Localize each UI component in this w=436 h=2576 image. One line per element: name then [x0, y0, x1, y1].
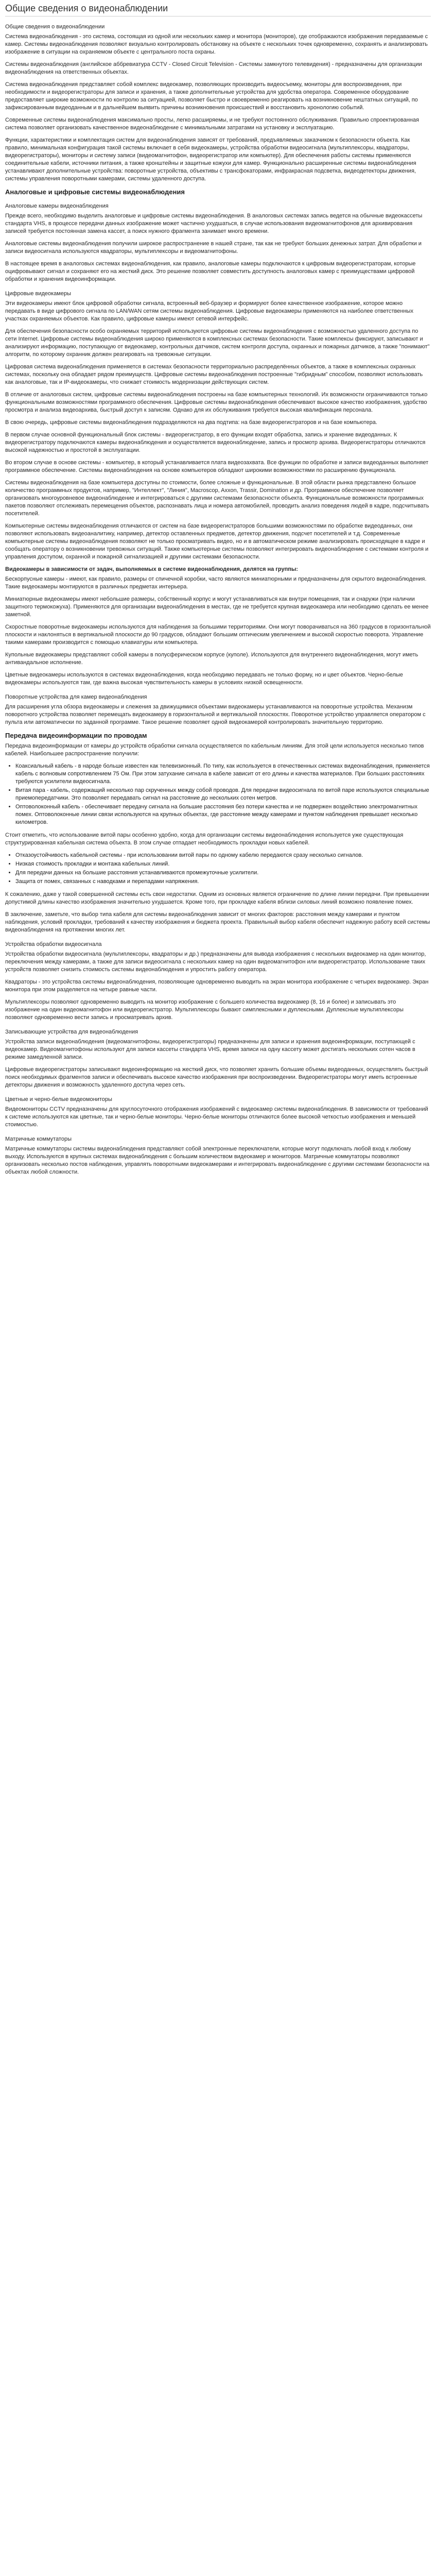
- paragraph: Функции, характеристики и комплектация систем для видеонаблюдения зависят от требований, предъявляемых заказчиком к безопасности объекта. Как правило, минимальная конфигурация такой системы включает в себя видеокамеры, устройства обработки видеосигнала (мультиплексоры, квадраторы, видеорегистраторы), мониторы и систему записи (видеомагнитофон, видеорегистратор или компьютер). Для обеспечения работы системы применяются соединительные кабели, источники питания, а также кронштейны и защитные кожухи для камер. Функционально расширенные системы видеонаблюдения устанавливают дополнительные устройства: поворотные устройства, объективы с трансфокаторами, инфракрасная подсветка, видеодетекторы движения, системы управления поворотными камерами, системы удаленного доступа.: [5, 137, 416, 182]
- paragraph: Цветные видеокамеры используются в системах видеонаблюдения, когда необходимо передавать не только форму, но и цвет объектов. Черно-белые видеокамеры используются там, где важна высокая чувствительность камеры в условиях низкой освещенности.: [5, 672, 403, 686]
- paragraph: Матричные коммутаторы системы видеонаблюдения представляют собой электронные переключатели, которые могут подключать любой вход к любому выходу. Используются в крупных системах видеонаблюдения с большим количеством видеокамер и мониторов. Матричные коммутаторы позволяют организовать несколько постов наблюдения, управлять поворотными видеокамерами и интегрировать видеонаблюдение с другими системами безопасности на объектах любой сложности.: [5, 1146, 430, 1175]
- paragraph: К сожалению, даже у такой совершенной системы есть свои недостатки. Одним из основных является ограничение по длине линии передачи. При превышении допустимой длины качество изображения значительно ухудшается. Кроме того, при прокладке кабеля вблизи силовых линий возможно появление помех.: [5, 891, 429, 905]
- paragraph: Передача видеоинформации от камеры до устройств обработки сигнала осуществляется по кабельным линиям. Для этой цели используется несколько типов кабелей. Наибольшее распространение получили:: [5, 743, 424, 757]
- paragraph: В отличие от аналоговых систем, цифровые системы видеонаблюдения построены на базе компьютерных технологий. Их возможности ограничиваются только функциональными возможностями программного обеспечения. Цифровые системы видеонаблюдения обеспечивают высокое качество изображения, удобство просмотра и анализа видеоархива, быстрый доступ к записям. Однако для их обслуживания требуется высокая квалификация персонала.: [5, 392, 428, 413]
- paragraph: В свою очередь, цифровые системы видеонаблюдения подразделяются на два подтипа: на базе видеорегистраторов и на базе компьютера.: [5, 419, 377, 426]
- paragraph: Для обеспечения безопасности особо охраняемых территорий используются цифровые системы видеонаблюдения с возможностью удаленного доступа по сети Internet. Цифровые системы видеонаблюдения широко применяются в комплексных системах безопасности. Такие комплексы фиксируют, записывают и анализируют информацию, поступающую от видеокамер, контрольных датчиков, систем контроля доступа, охранных и пожарных датчиков, а также "понимают" алгоритм, по которому охранник должен реагировать на тревожные ситуации.: [5, 328, 430, 358]
- paragraph: Системы видеонаблюдения на базе компьютера доступны по стоимости, более сложные и функциональные. В этой области рынка представлено большое количество программных продуктов, например, "Интеллект", "Линия", Macroscop, Axxon, Trassir, Domination и др. Программное обеспечение позволяет организовать многоуровневое видеонаблюдение и интегрироваться с другими системами безопасности объекта. Функциональные возможности программных пакетов позволяют отслеживать перемещения объектов, распознавать лица и номера автомобилей, проводить анализ поведения людей в кадре, подсчитывать посетителей.: [5, 480, 429, 517]
- paragraph: Для расширения угла обзора видеокамеры и слежения за движущимися объектами видеокамеры устанавливаются на поворотные устройства. Механизм поворотного устройства позволяет перемещать видеокамеру в горизонтальной и вертикальной плоскостях. Поворотное устройство управляется оператором с пульта или автоматически по заданной программе. Такое решение позволяет одной видеокамерой контролировать значительную территорию.: [5, 704, 426, 725]
- paragraph: Эти видеокамеры имеют блок цифровой обработки сигнала, встроенный веб-браузер и формируют более качественное изображение, которое можно передавать в виде цифрового сигнала по LAN/WAN сетям системы видеонаблюдения. Цифровые видеокамеры применяются на наиболее ответственных участках охраняемых объектов. Как правило, цифровые камеры имеют сетевой интерфейс.: [5, 300, 413, 322]
- section-heading: Передача видеоинформации по проводам: [5, 732, 147, 739]
- paragraph: Бескорпусные камеры - имеют, как правило, размеры от спичечной коробки, часто являются миниатюрными и предназначены для скрытого видеонаблюдения. Такие видеокамеры монтируются в различных предметах интерьера.: [5, 576, 427, 590]
- page: [0, 0, 436, 1191]
- paragraph: Купольные видеокамеры представляют собой камеры в полусферическом корпусе (куполе). Используются для внутреннего видеонаблюдения, могут иметь антивандальное исполнение.: [5, 652, 418, 666]
- paragraph: Видеомониторы CCTV предназначены для круглосуточного отображения изображений с видеокамер системы видеонаблюдения. В зависимости от требований к системе используются как цветные, так и черно-белые мониторы. Черно-белые мониторы отличаются более высокой четкостью изображения и меньшей стоимостью.: [5, 1106, 428, 1128]
- list-item: • Низкая стоимость прокладки и монтажа кабельных линий.: [15, 860, 431, 868]
- subsection-heading: Устройства обработки видеосигнала: [5, 941, 102, 947]
- paragraph: Мультиплексоры позволяют одновременно выводить на монитор изображение с большего количества видеокамер (8, 16 и более) и записывать это изображение на один видеомагнитофон или видеорегистратор. Мультиплексоры бывают симплексными и дуплексными. Дуплексные мультиплексоры позволяют одновременно вести запись и просматривать архив.: [5, 999, 404, 1021]
- paragraph: Прежде всего, необходимо выделить аналоговые и цифровые системы видеонаблюдения. В аналоговых системах запись ведется на обычные видеокассеты стандарта VHS, в процессе передачи данных изображение может частично ухудшаться, в случае использования видеомагнитофонов для архивирования записей требуется постоянная замена кассет, а поиск нужного фрагмента занимает много времени.: [5, 213, 423, 234]
- section-heading: Аналоговые и цифровые системы видеонаблюдения: [5, 188, 185, 196]
- paragraph: Скоростные поворотные видеокамеры используются для наблюдения за большими территориями. Они могут поворачиваться на 360 градусов в горизонтальной плоскости и наклоняться в вертикальной плоскости до 90 градусов, обладают большим оптическим увеличением и высокой скоростью поворота. Управление такими камерами производится с помощью клавиатуры или компьютера.: [5, 624, 431, 646]
- paragraph: Современные системы видеонаблюдения максимально просты, легко расширяемы, и не требуют постоянного обслуживания. Правильно спроектированная система позволяет организовать качественное видеонаблюдение с минимальными затратами на установку и эксплуатацию.: [5, 117, 419, 131]
- list-item: • Оптоволоконный кабель - обеспечивает передачу сигнала на большие расстояния без потери качества и не подвержен воздействию электромагнитных помех. Оптоволоконные линии связи используются на крупных объектах, где расстояние между камерами и пунктом наблюдения превышает несколько километров.: [15, 803, 431, 826]
- list-item: • Коаксиальный кабель - в народе больше известен как телевизионный. По типу, как используется в отечественных системах видеонаблюдения, применяется кабель с волновым сопротивлением 75 Ом. При этом затухание сигнала в кабеле зависит от его длины и качества материалов. При больших расстояниях требуются усилители видеосигнала.: [15, 762, 431, 786]
- list-item: • Для передачи данных на большие расстояния устанавливаются промежуточные усилители.: [15, 869, 431, 877]
- group-heading: Видеокамеры в зависимости от задач, выполняемых в системе видеонаблюдения, делятся на группы:: [5, 566, 298, 572]
- paragraph: Системы видеонаблюдения (английское аббревиатура CCTV - Closed Circuit Television - Системы замкнутого телевидения) - предназначены для организации видеонаблюдения на ответственных объектах.: [5, 61, 422, 75]
- list-item: • Витая пара - кабель, содержащий несколько пар скрученных между собой проводов. Для передачи видеосигнала по витой паре используются специальные приемопередатчики. Это позволяет передавать сигнал на расстояние до нескольких сотен метров.: [15, 787, 431, 802]
- paragraph: Устройства обработки видеосигнала (мультиплексоры, квадраторы и др.) предназначены для вывода изображения с нескольких видеокамер на один монитор, переключения между камерами, а также для записи видеосигнала с нескольких камер на один видеомагнитофон или видеорегистратор. Использование таких устройств позволяет снизить стоимость системы видеонаблюдения и упростить работу оператора.: [5, 951, 426, 973]
- paragraph: Система видеонаблюдения - это система, состоящая из одной или нескольких камер и монитора (мониторов), где отображаются изображения передаваемые с камер. Системы видеонаблюдения позволяют визуально контролировать обстановку на объекте с нескольких точек одновременно, сохранять и анализировать изображение в ситуации на охраняемом объекте с центрального поста охраны.: [5, 33, 428, 55]
- paragraph: Цифровые видеорегистраторы записывают видеоинформацию на жесткий диск, что позволяет хранить большие объемы видеоданных, осуществлять быстрый поиск необходимых фрагментов записи и обеспечивать высокое качество изображения при воспроизведении. Видеорегистраторы могут иметь встроенные детекторы движения и возможность удаленного доступа через сеть.: [5, 1066, 428, 1088]
- article-content: [5, 24, 431, 1176]
- subsection-heading: Цветные и черно-белые видеомониторы: [5, 1096, 112, 1103]
- subsection-heading: Записывающие устройства для видеонаблюдения: [5, 1029, 138, 1035]
- paragraph: Миниатюрные видеокамеры имеют небольшие размеры, собственный корпус и могут устанавливаться как внутри помещения, так и снаружи (при наличии защитного термокожуха). Применяются для организации видеонаблюдения в местах, где не требуется крупная видеокамера или необходимо сделать ее менее заметной.: [5, 596, 429, 618]
- paragraph: В заключение, заметьте, что выбор типа кабеля для системы видеонаблюдения зависит от многих факторов: расстояния между камерами и пунктом наблюдения, условий прокладки, требований к качеству изображения и бюджета проекта. Правильный выбор кабеля обеспечит надежную работу всей системы видеонаблюдения на протяжении многих лет.: [5, 911, 430, 933]
- subsection-heading: Матричные коммутаторы: [5, 1136, 72, 1142]
- subsection-heading: Аналоговые камеры видеонаблюдения: [5, 203, 109, 209]
- list-item: • Отказоустойчивость кабельной системы - при использовании витой пары по одному кабелю передаются сразу несколько сигналов.: [15, 852, 431, 859]
- paragraph: Цифровая система видеонаблюдения применяется в системах безопасности территориально распределённых объектов, а также в комплексных охранных системах, поскольку она обладает рядом преимуществ. Цифровые системы видеонаблюдения построенные "гибридным" способом, позволяют использовать как аналоговые, так и IP-видеокамеры, что снижает стоимость модернизации действующих систем.: [5, 364, 423, 385]
- bullet-list: [5, 762, 431, 826]
- paragraph: Во втором случае в основе системы - компьютер, в который устанавливается плата видеозахвата. Все функции по обработке и записи видеоданных выполняет программное обеспечение. Системы видеонаблюдения на основе компьютеров обладают широкими возможностями по расширению функционала.: [5, 460, 429, 473]
- paragraph: Система видеонаблюдения представляет собой комплекс видеокамер, позволяющих производить видеосъемку, мониторы для воспроизведения, при необходимости и видеорегистраторы для записи и хранения, а также дополнительные устройства для удобства оператора. Современное оборудование предоставляет широкие возможности по контролю за ситуацией, позволяет быстро и своевременно реагировать на возникновение нештатных ситуаций, по зафиксированным видеоданным и в дальнейшем выявить причины возникновения происшествий и восстановить хронологию событий.: [5, 81, 418, 111]
- paragraph: Компьютерные системы видеонаблюдения отличаются от систем на базе видеорегистраторов большими возможностями по обработке видеоданных, они позволяют использовать видеоаналитику, например, детектор оставленных предметов, детектор движения, подсчет посетителей и т.д. Современные компьютерные системы видеонаблюдения позволяют не только просматривать видео, но и в автоматическом режиме анализировать происходящее в кадре и сообщать оператору о возникновении тревожных ситуаций. Также компьютерные системы позволяют интегрировать видеонаблюдение с системами контроля и управления доступом, охранной и пожарной сигнализацией и другими системами безопасности.: [5, 523, 429, 560]
- bullet-list: [5, 852, 431, 886]
- paragraph: Квадраторы - это устройства системы видеонаблюдения, позволяющие одновременно выводить на экран монитора изображение с четырех видеокамер. Экран монитора при этом разделяется на четыре равные части.: [5, 979, 429, 993]
- paragraph: Аналоговые системы видеонаблюдения получили широкое распространение в нашей стране, так как не требуют больших денежных затрат. Для обработки и записи видеосигнала используются квадраторы, мультиплексоры и видеомагнитофоны.: [5, 241, 422, 255]
- paragraph: Стоит отметить, что использование витой пары особенно удобно, когда для организации системы видеонаблюдения используется уже существующая структурированная кабельная система объекта. В этом случае отпадает необходимость прокладки новых кабелей.: [5, 832, 404, 846]
- page-title: Общие сведения о видеонаблюдении: [5, 3, 431, 16]
- list-item: • Защита от помех, связанных с наводками и перепадами напряжения.: [15, 878, 431, 886]
- subsection-heading: Поворотные устройства для камер видеонаблюдения: [5, 694, 147, 700]
- subsection-heading: Общие сведения о видеонаблюдении: [5, 24, 105, 30]
- paragraph: В настоящее время в аналоговых системах видеонаблюдения, как правило, аналоговые камеры подключаются к цифровым видеорегистраторам, которые оцифровывают сигнал и сохраняют его на жесткий диск. Это решение позволяет совместить доступность аналоговых камер с преимуществами цифровой обработки и хранения видеоинформации.: [5, 261, 416, 282]
- subsection-heading: Цифровые видеокамеры: [5, 291, 72, 297]
- paragraph: В первом случае основной функциональный блок системы - видеорегистратор, в его функции входят обработка, запись и хранение видеоданных. К видеорегистратору подключаются камеры видеонаблюдения и осуществляется видеонаблюдение, запись и просмотр архива. Видеорегистраторы отличаются высокой надежностью и простотой в эксплуатации.: [5, 432, 426, 453]
- paragraph: Устройства записи видеонаблюдения (видеомагнитофоны, видеорегистраторы) предназначены для записи и хранения видеоинформации, поступающей с видеокамер. Видеомагнитофоны используют для записи кассеты стандарта VHS, время записи на одну кассету может достигать нескольких сотен часов в режиме замедленной записи.: [5, 1039, 415, 1060]
